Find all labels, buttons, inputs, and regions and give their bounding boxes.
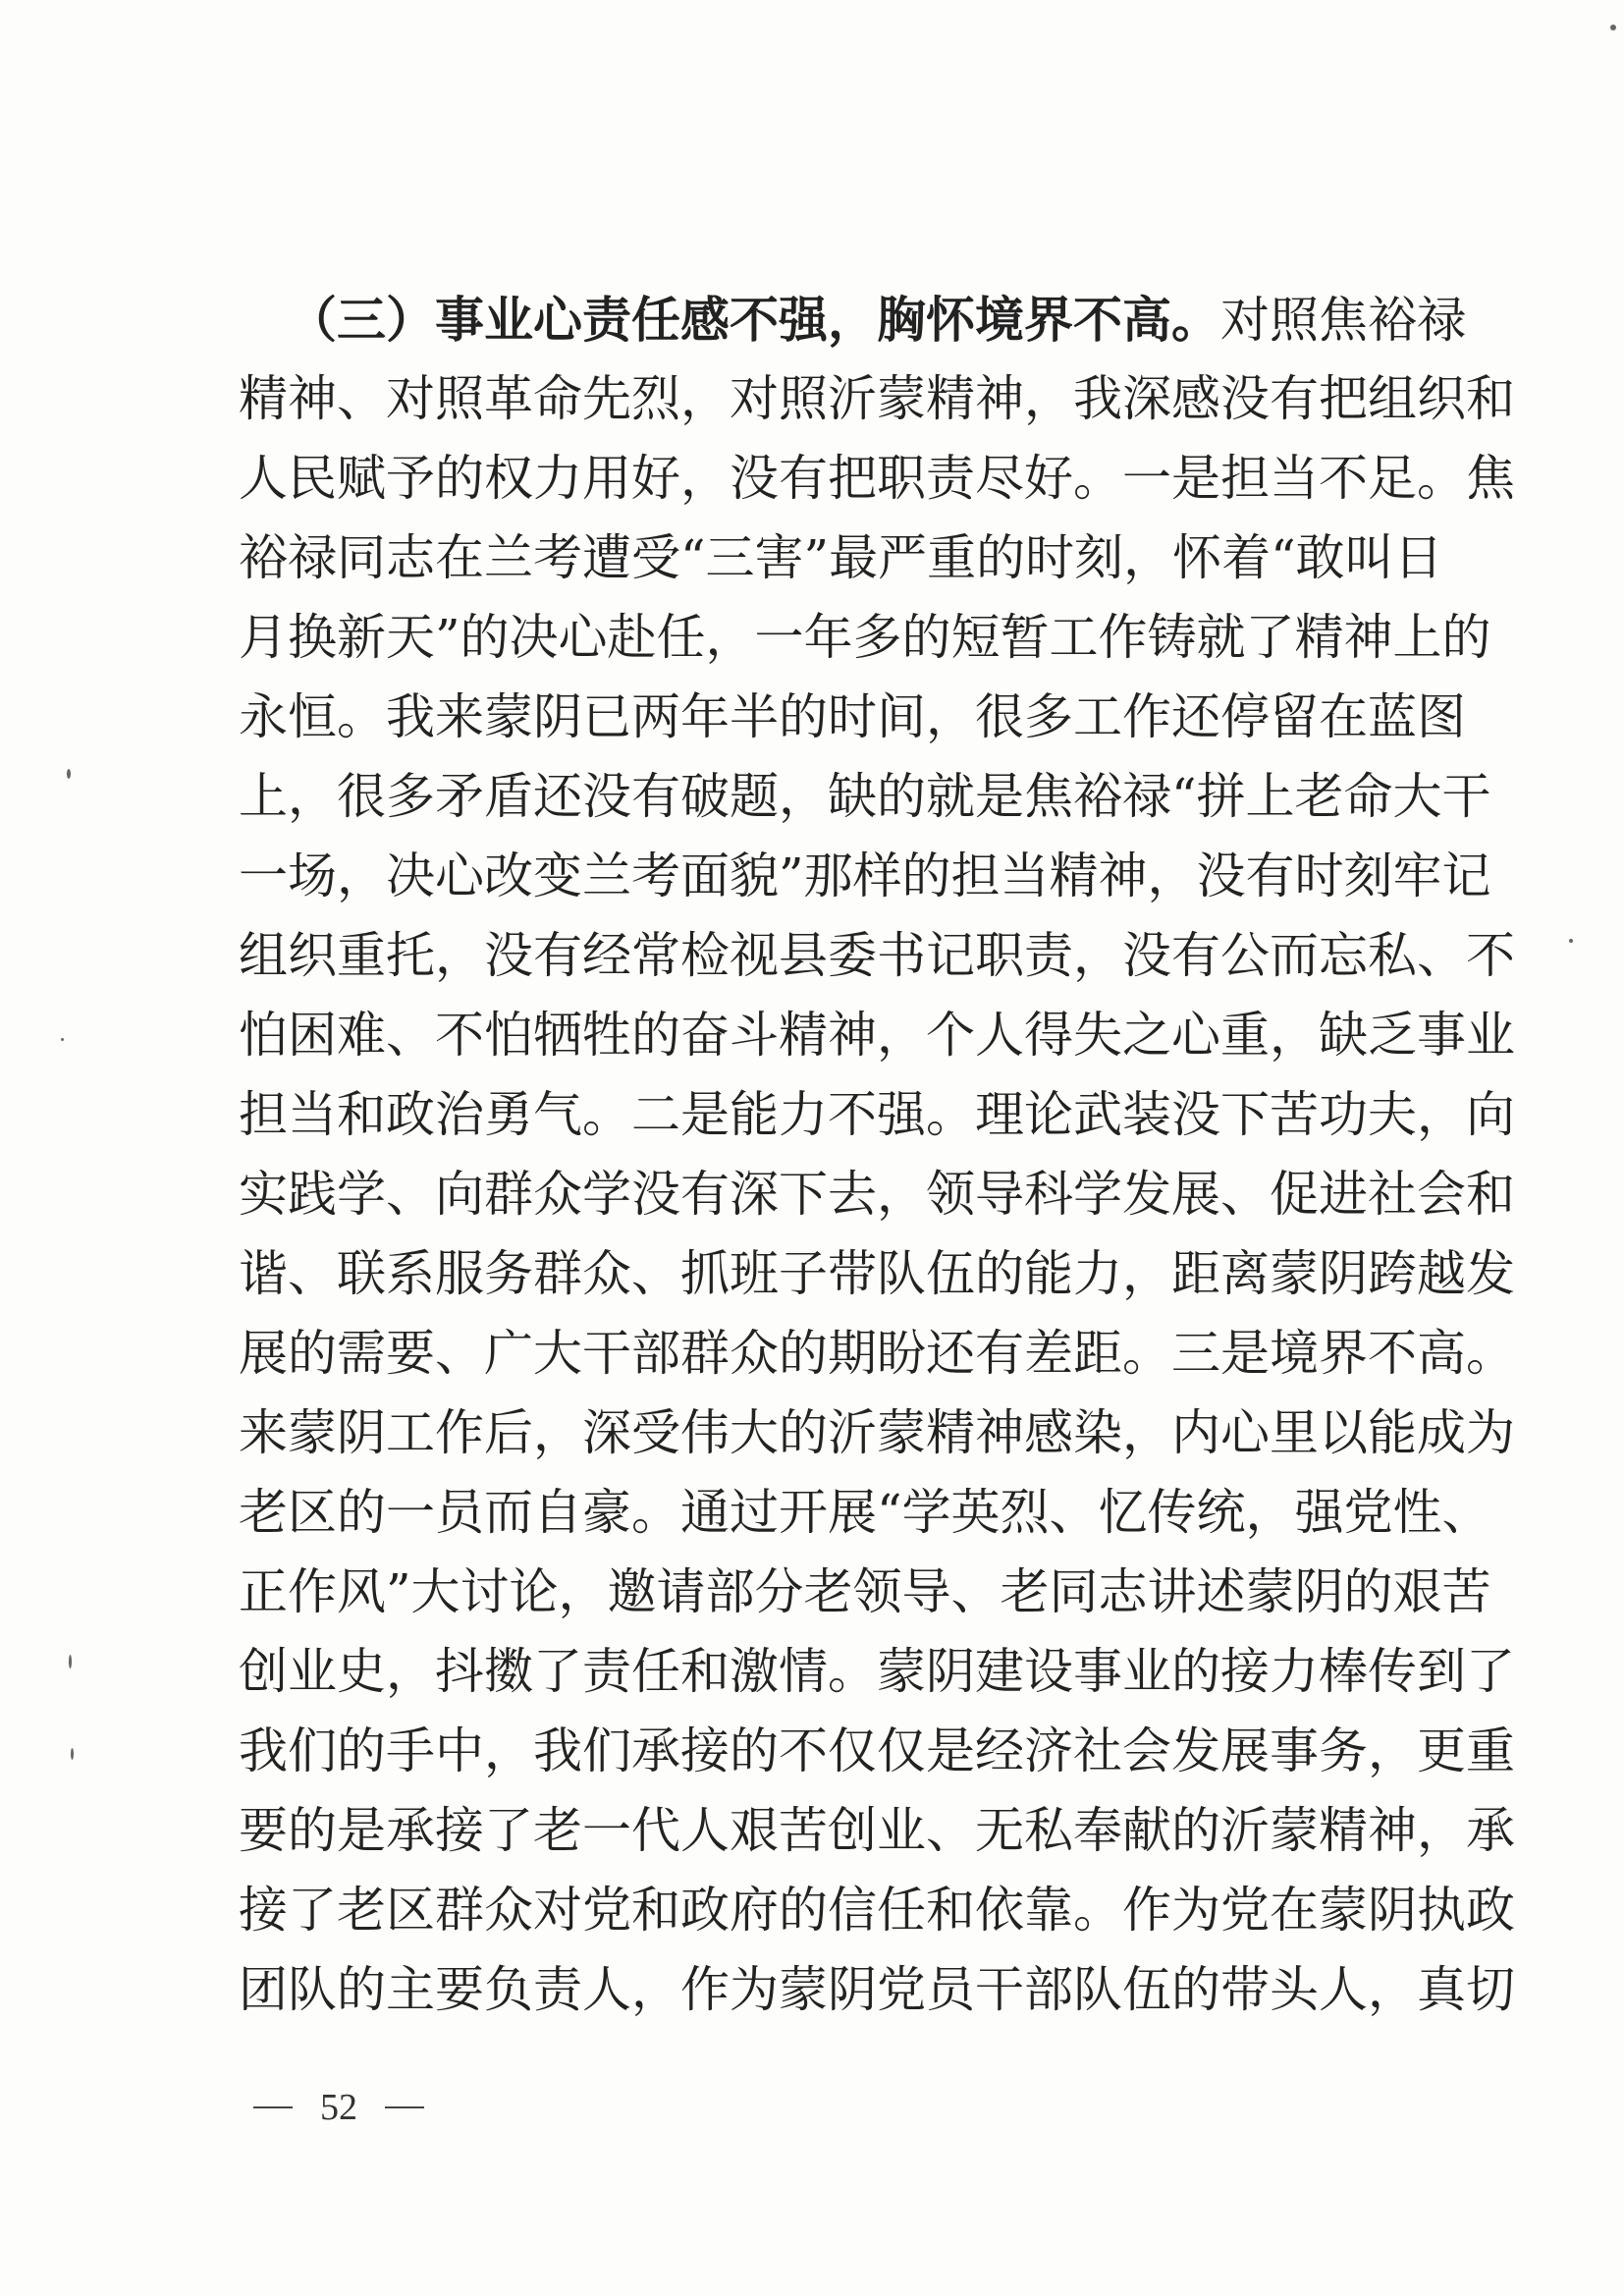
text-line: 谐、联系服务群众、抓班子带队伍的能力，距离蒙阴跨越发 [239, 1245, 1515, 1302]
text-line: 创业史，抖擞了责任和激情。蒙阴建设事业的接力棒传到了 [239, 1643, 1515, 1700]
text-line: 组织重托，没有经常检视县委书记职责，没有公而忘私、不 [239, 927, 1515, 984]
scan-speck [67, 769, 71, 779]
text-line: 怕困难、不怕牺牲的奋斗精神，个人得失之心重，缺乏事业 [239, 1007, 1515, 1064]
section-heading: （三）事业心责任感不强，胸怀境界不高。 [288, 291, 1220, 349]
page-footer [253, 2086, 424, 2129]
text-line: 我们的手中，我们承接的不仅仅是经济社会发展事务，更重 [239, 1722, 1515, 1779]
scan-speck [71, 1748, 74, 1760]
text-line: 精神、对照革命先烈，对照沂蒙精神，我深感没有把组织和 [239, 370, 1515, 427]
scan-speck [61, 1038, 64, 1041]
text-line: 接了老区群众对党和政府的信任和依靠。作为党在蒙阴执政 [239, 1882, 1515, 1939]
scan-speck [1569, 939, 1573, 943]
text-line: 老区的一员而自豪。通过开展“学英烈、忆传统，强党性、 [239, 1484, 1491, 1541]
text-line: 正作风”大讨论，邀请部分老领导、老同志讲述蒙阴的艰苦 [239, 1563, 1491, 1620]
text-line: 要的是承接了老一代人艰苦创业、无私奉献的沂蒙精神，承 [239, 1802, 1515, 1859]
text-line: 永恒。我来蒙阴已两年半的时间，很多工作还停留在蓝图 [239, 688, 1466, 745]
text-line: 展的需要、广大干部群众的期盼还有差距。三是境界不高。 [239, 1325, 1515, 1382]
scan-speck [1610, 25, 1616, 30]
footer-dash-right [385, 2106, 424, 2108]
text-line: 上，很多矛盾还没有破题，缺的就是焦裕禄“拼上老命大干 [239, 768, 1491, 825]
text-line: 实践学、向群众学没有深下去，领导科学发展、促进社会和 [239, 1166, 1515, 1223]
text-line: 来蒙阴工作后，深受伟大的沂蒙精神感染，内心里以能成为 [239, 1404, 1515, 1461]
body-text [239, 280, 1515, 2030]
scan-speck [69, 1655, 72, 1668]
text-line: 月换新天”的决心赴任，一年多的短暂工作铸就了精神上的 [239, 609, 1491, 666]
text-line: 担当和政治勇气。二是能力不强。理论武装没下苦功夫，向 [239, 1086, 1515, 1143]
footer-dash-left [253, 2106, 293, 2108]
text-line: 团队的主要负责人，作为蒙阴党员干部队伍的带头人，真切 [239, 1961, 1515, 2018]
page-number: 52 [320, 2087, 357, 2128]
text-line: 裕禄同志在兰考遭受“三害”最严重的时刻，怀着“敢叫日 [239, 529, 1443, 586]
text-line: 一场，决心改变兰考面貌”那样的担当精神，没有时刻牢记 [239, 847, 1491, 904]
text-line: 人民赋予的权力用好，没有把职责尽好。一是担当不足。焦 [239, 450, 1515, 507]
text-line: 对照焦裕禄 [1220, 292, 1466, 349]
paragraph-first-line [239, 280, 1466, 359]
